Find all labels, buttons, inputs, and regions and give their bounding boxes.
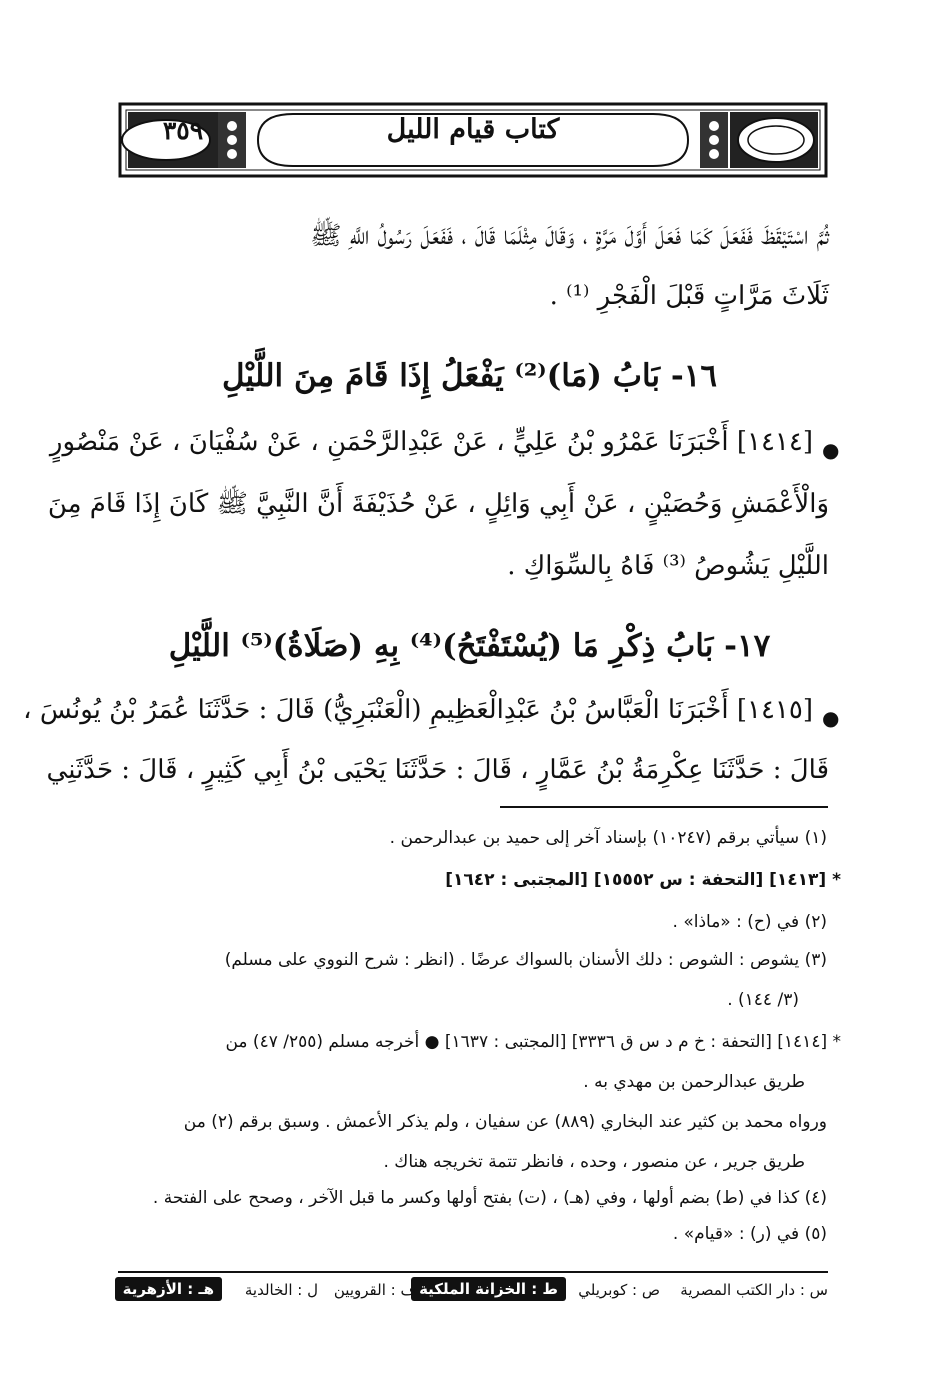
legend-f: ف : القرويين — [333, 1281, 416, 1299]
legend-rule — [118, 1271, 828, 1273]
reference-note: طريق جرير ، عن منصور ، وحده ، فانظر تتمة تخريجه هناك . — [383, 1152, 805, 1172]
legend-s: س : دار الكتب المصرية — [680, 1281, 828, 1299]
hadith-line: وَالْأَعْمَشِ وَحُصَيْنٍ ، عَنْ أَبِي وَائِلٍ ، عَنْ حُذَيْفَةَ أَنَّ النَّبِيَّ ﷺ كَانَ إِذَا قَامَ مِنَ — [47, 489, 829, 519]
legend-l: ل : الخالدية — [244, 1281, 318, 1299]
footnote: (٤) كذا في (ط) بضم أولها ، وفي (هـ) ، (ت) بفتح أولها وكسر ما قبل الآخر ، وصحح على الفتحة . — [152, 1188, 827, 1208]
legend-t: ط : الخزانة الملكية — [411, 1277, 566, 1301]
footnote: (٣) يشوص : الشوص : دلك الأسنان بالسواك عرضًا . (انظر : شرح النووي على مسلم) — [224, 950, 827, 970]
legend-s2: ص : كوبريلي — [578, 1281, 660, 1299]
reference-note: ورواه محمد بن كثير عند البخاري (٨٨٩) عن سفيان ، ولم يذكر الأعمش . وسبق برقم (٢) من — [183, 1112, 827, 1132]
reference-note: * [١٤١٤] [التحفة : خ م د س ق ٣٣٣٦] [المجتبى : ١٦٣٧] ● أخرجه مسلم (٢٥٥/ ٤٧) من — [225, 1032, 841, 1052]
reference-note: طريق عبدالرحمن بن مهدي به . — [583, 1072, 805, 1092]
footnote-separator — [500, 806, 828, 808]
chapter-heading-16: ١٦- بَابُ (مَا)⁽²⁾ يَفْعَلُ إِذَا قَامَ مِنَ اللَّيْلِ — [222, 358, 717, 394]
hadith-line: اللَّيْلِ يَشُوصُ ⁽³⁾ فَاهُ بِالسِّوَاكِ . — [507, 551, 829, 581]
hadith-bullet: ● — [822, 438, 840, 462]
footnote: (٢) في (ح) : «ماذا» . — [672, 912, 827, 932]
footnote: (١) سيأتي برقم (١٠٢٤٧) بإسناد آخر إلى حميد بن عبدالرحمن . — [389, 828, 827, 848]
body-line: ثَلَاثَ مَرَّاتٍ قَبْلَ الْفَجْرِ ⁽¹⁾ . — [549, 281, 829, 311]
chapter-heading-17: ١٧- بَابُ ذِكْرِ مَا (يُسْتَفْتَحُ)⁽⁴⁾ بِهِ (صَلَاةُ)⁽⁵⁾ اللَّيْلِ — [168, 628, 771, 664]
reference-note: * [١٤١٣] [التحفة : س ١٥٥٥٢] [المجتبى : ١٦٤٢] — [445, 870, 841, 890]
hadith-line: [١٤١٤] أَخْبَرَنَا عَمْرُو بْنُ عَلِيٍّ ، عَنْ عَبْدِالرَّحْمَنِ ، عَنْ سُفْيَانَ ، عَنْ مَنْصُورٍ — [49, 427, 813, 457]
footnote: (٥) في (ر) : «قيام» . — [672, 1224, 827, 1244]
body-line: ثُمَّ اسْتَيْقَظَ فَفَعَلَ كَمَا فَعَلَ أَوَّلَ مَرَّةٍ ، وَقَالَ مِثْلَمَا قَالَ ، فَفَعَلَ رَسُولُ اللَّهِ ﷺ — [310, 221, 829, 251]
hadith-line: قَالَ : حَدَّثَنَا عِكْرِمَةُ بْنُ عَمَّارٍ ، قَالَ : حَدَّثَنَا يَحْيَى بْنُ أَبِي كَثِيرٍ ، قَالَ : حَدَّثَنِي — [46, 755, 829, 785]
page-header — [118, 100, 828, 180]
book-title: كتاب قيام الليل — [386, 114, 560, 145]
footnote: (٣/ ١٤٤) . — [727, 990, 799, 1010]
page-number: ٣٥٩ — [162, 116, 204, 145]
manuscript-legend — [118, 1265, 828, 1335]
hadith-line: [١٤١٥] أَخْبَرَنَا الْعَبَّاسُ بْنُ عَبْدِالْعَظِيمِ (الْعَنْبَرِيُّ) قَالَ : حَدَّثَنَا عُمَرُ بْنُ يُونُسَ ، — [23, 695, 813, 725]
hadith-bullet: ● — [822, 706, 840, 730]
legend-h: هـ : الأزهرية — [115, 1277, 222, 1301]
